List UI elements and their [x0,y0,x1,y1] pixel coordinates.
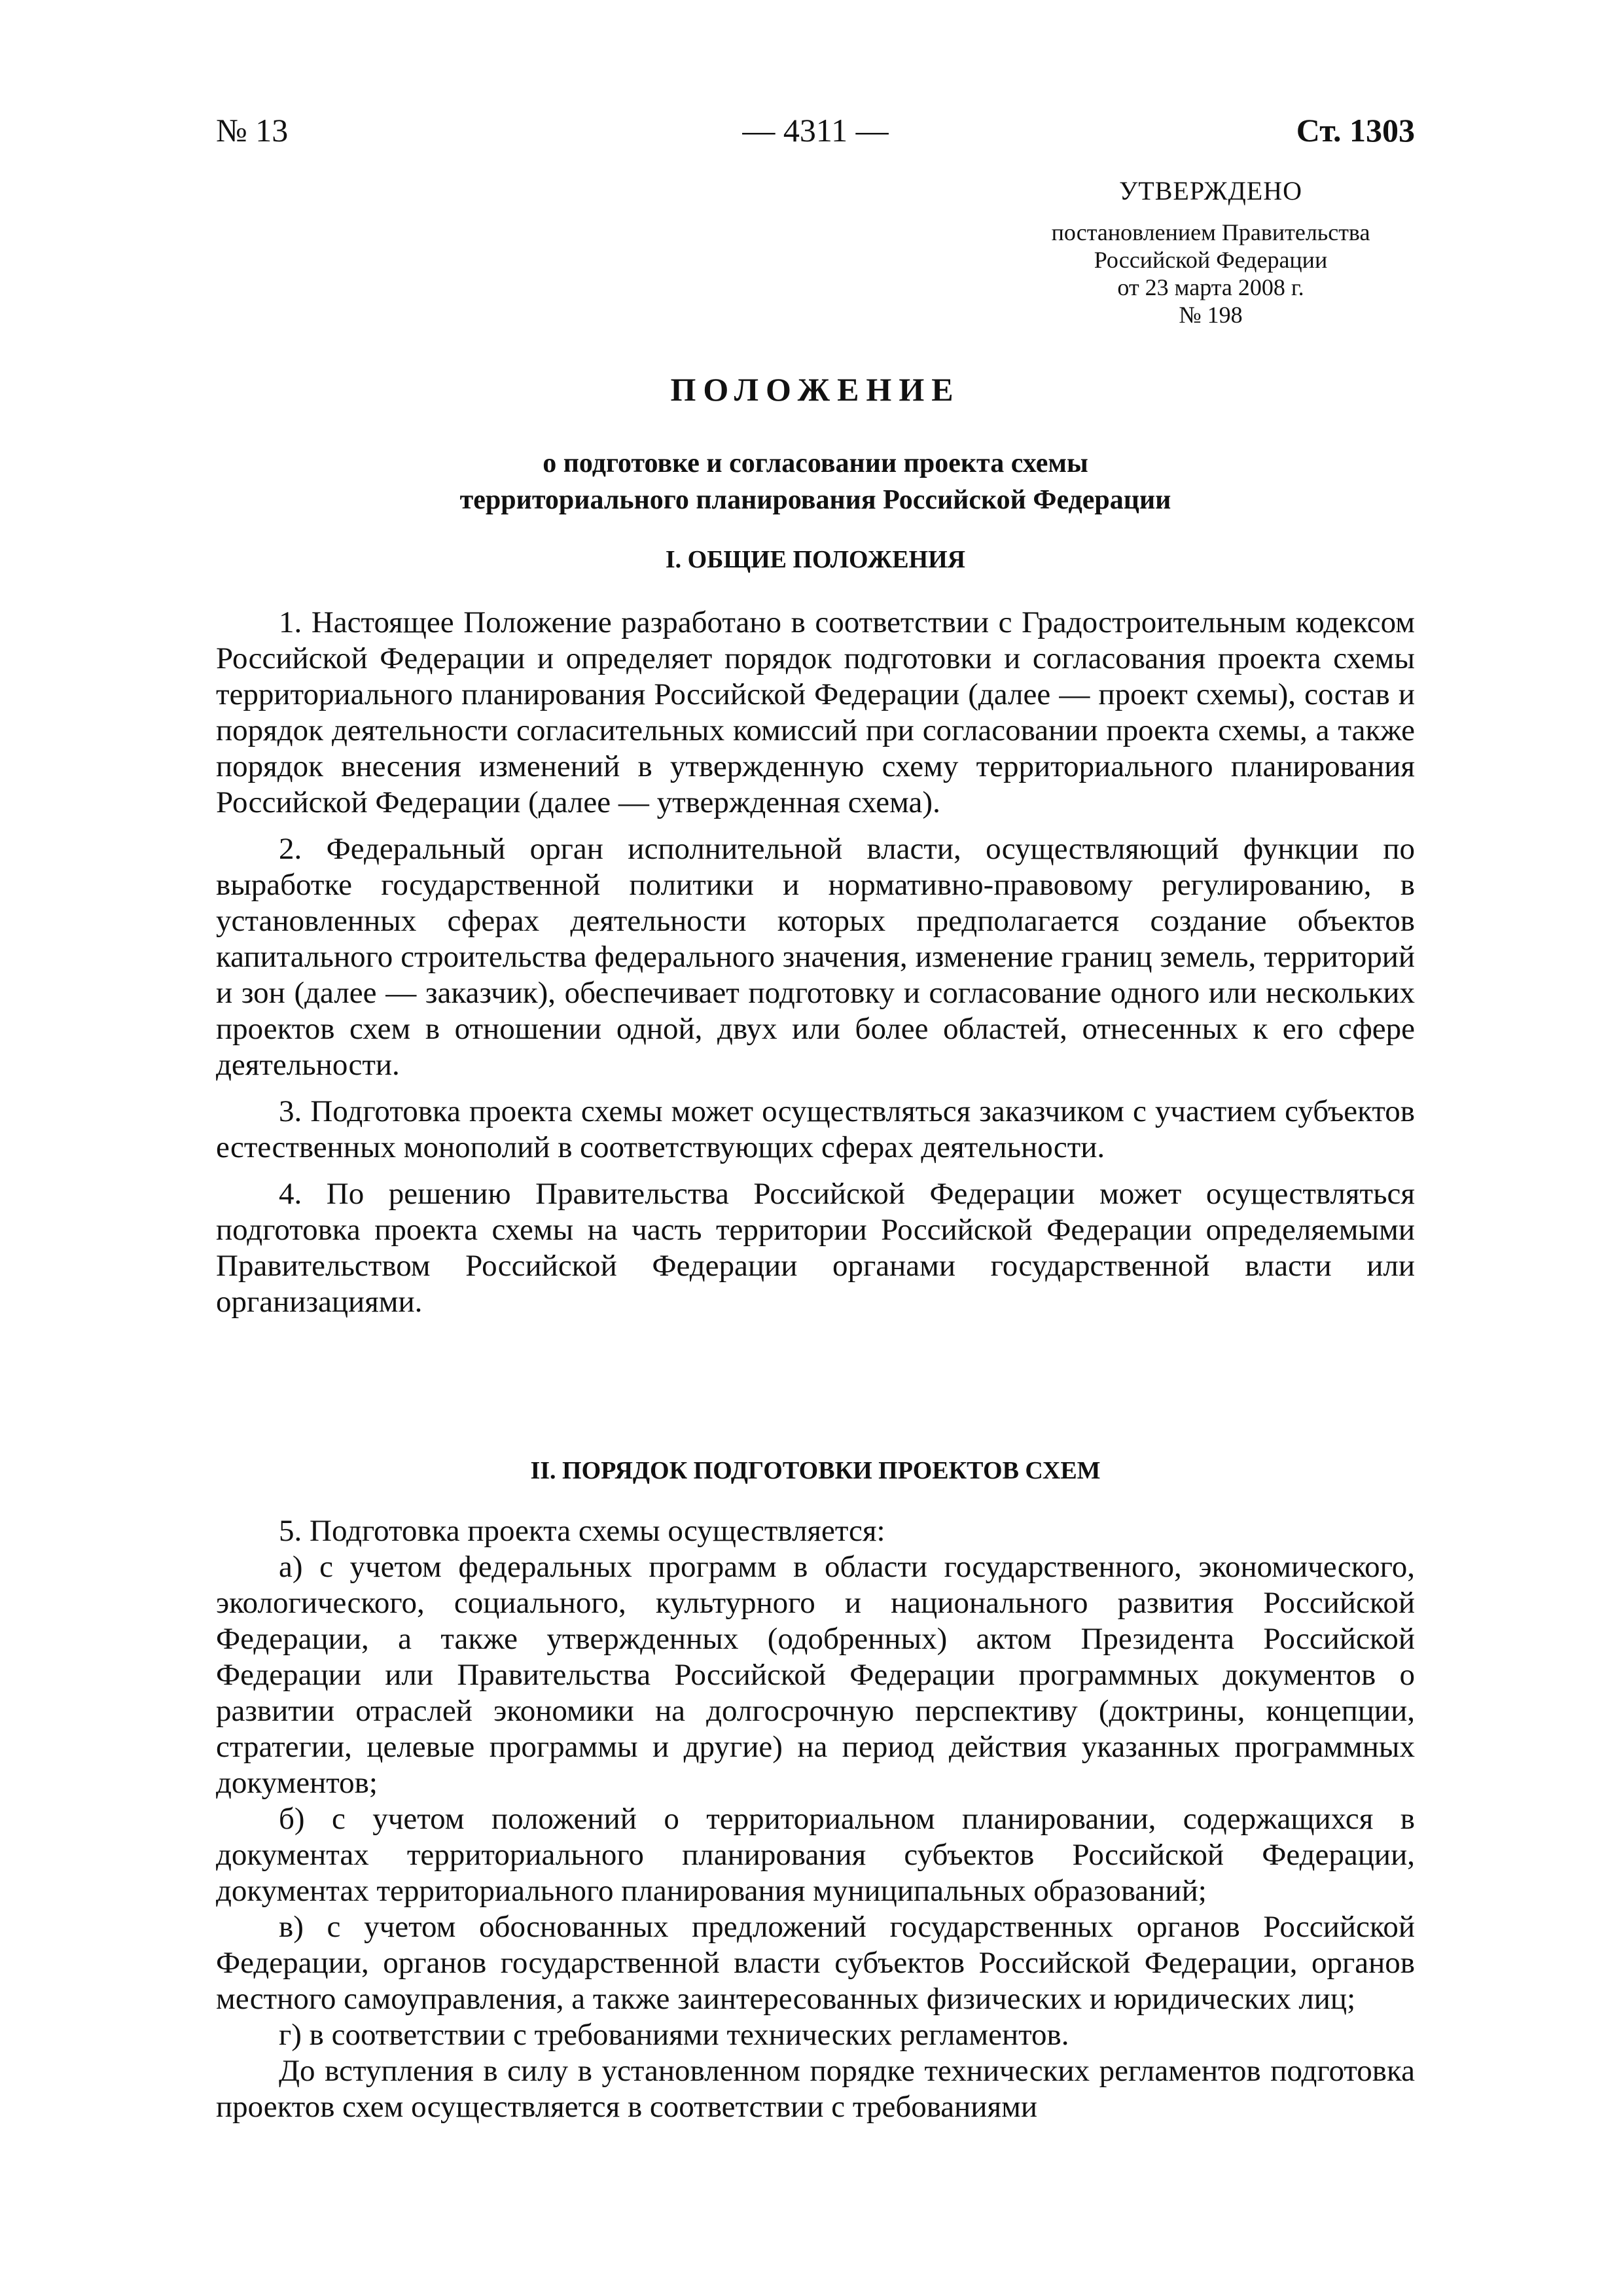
page-number: — 4311 — [742,112,889,149]
approval-line: от 23 марта 2008 г. [1117,274,1304,300]
document-title: ПОЛОЖЕНИЕ [670,371,961,408]
paragraph: а) с учетом федеральных программ в области государственного, экономического, экологического, социального, культурного и национального развития Российской Федерации, а также утвержденных (одобренных) актом Президента Российской Федерации или Правительства Российской Федерации программных документов о развитии отраслей экономики на долгосрочную перспективу (доктрины, концепции, стратегии, целевые программы и другие) на период действия указанных программных документов; [216,1550,1415,1800]
paragraph: 1. Настоящее Положение разработано в соответствии с Градостроительным кодексом Российской Федерации и определяет порядок подготовки и согласования проекта схемы территориального планирования Российской Федерации (далее — проект схемы), состав и порядок деятельности согласительных комиссий при согласовании проекта схемы, а также порядок внесения изменений в утвержденную схему территориального планирования Российской Федерации (далее — утвержденная схема). [216,605,1415,819]
approval-line: постановлением Правительства [1051,219,1370,245]
paragraph: 3. Подготовка проекта схемы может осуществляться заказчиком с участием субъектов естественных монополий в соответствующих сферах деятельности. [216,1094,1415,1164]
paragraph: в) с учетом обоснованных предложений государственных органов Российской Федерации, органов государственной власти субъектов Российской Федерации, органов местного самоуправления, а также заинтересованных физических и юридических лиц; [216,1910,1415,2016]
paragraph: 4. По решению Правительства Российской Федерации может осуществляться подготовка проекта схемы на часть территории Российской Федерации определяемыми Правительством Российской Федерации органами государственной власти или организациями. [216,1177,1415,1319]
document-subtitle: о подготовке и согласовании проекта схемы [543,448,1088,478]
paragraph: б) с учетом положений о территориальном планировании, содержащихся в документах территориального планирования субъектов Российской Федерации, документах территориального планирования муниципальных образований; [216,1802,1415,1908]
document-subtitle: территориального планирования Российской Федерации [459,485,1171,515]
document-title-block [216,367,1415,518]
article-number: Ст. 1303 [1296,112,1415,149]
approval-line: Российской Федерации [1094,247,1328,273]
section-heading: II. ПОРЯДОК ПОДГОТОВКИ ПРОЕКТОВ СХЕМ [530,1457,1101,1484]
approval-title: УТВЕРЖДЕНО [1118,176,1303,206]
paragraph: До вступления в силу в установленном порядке технических регламентов подготовка проектов схем осуществляется в соответствии с требованиями [216,2054,1415,2124]
issue-number: № 13 [216,112,289,149]
section-1-body [216,605,1415,1320]
page-header [216,107,1415,153]
section-2-body [216,1513,1415,2125]
paragraph: г) в соответствии с требованиями технических регламентов. [279,2018,1069,2052]
approval-line: № 198 [1179,302,1243,328]
paragraph: 5. Подготовка проекта схемы осуществляется: [279,1514,885,1548]
paragraph: 2. Федеральный орган исполнительной власти, осуществляющий функции по выработке государственной политики и нормативно-правовому регулированию, в установленных сферах деятельности которых предполагается создание объектов капитального строительства федерального значения, изменение границ земель, территорий и зон (далее — заказчик), обеспечивает подготовку и согласование одного или нескольких проектов схем в отношении одной, двух или более областей, отнесенных к его сфере деятельности. [216,832,1415,1082]
approval-stamp [988,175,1433,329]
section-heading: I. ОБЩИЕ ПОЛОЖЕНИЯ [665,546,966,573]
